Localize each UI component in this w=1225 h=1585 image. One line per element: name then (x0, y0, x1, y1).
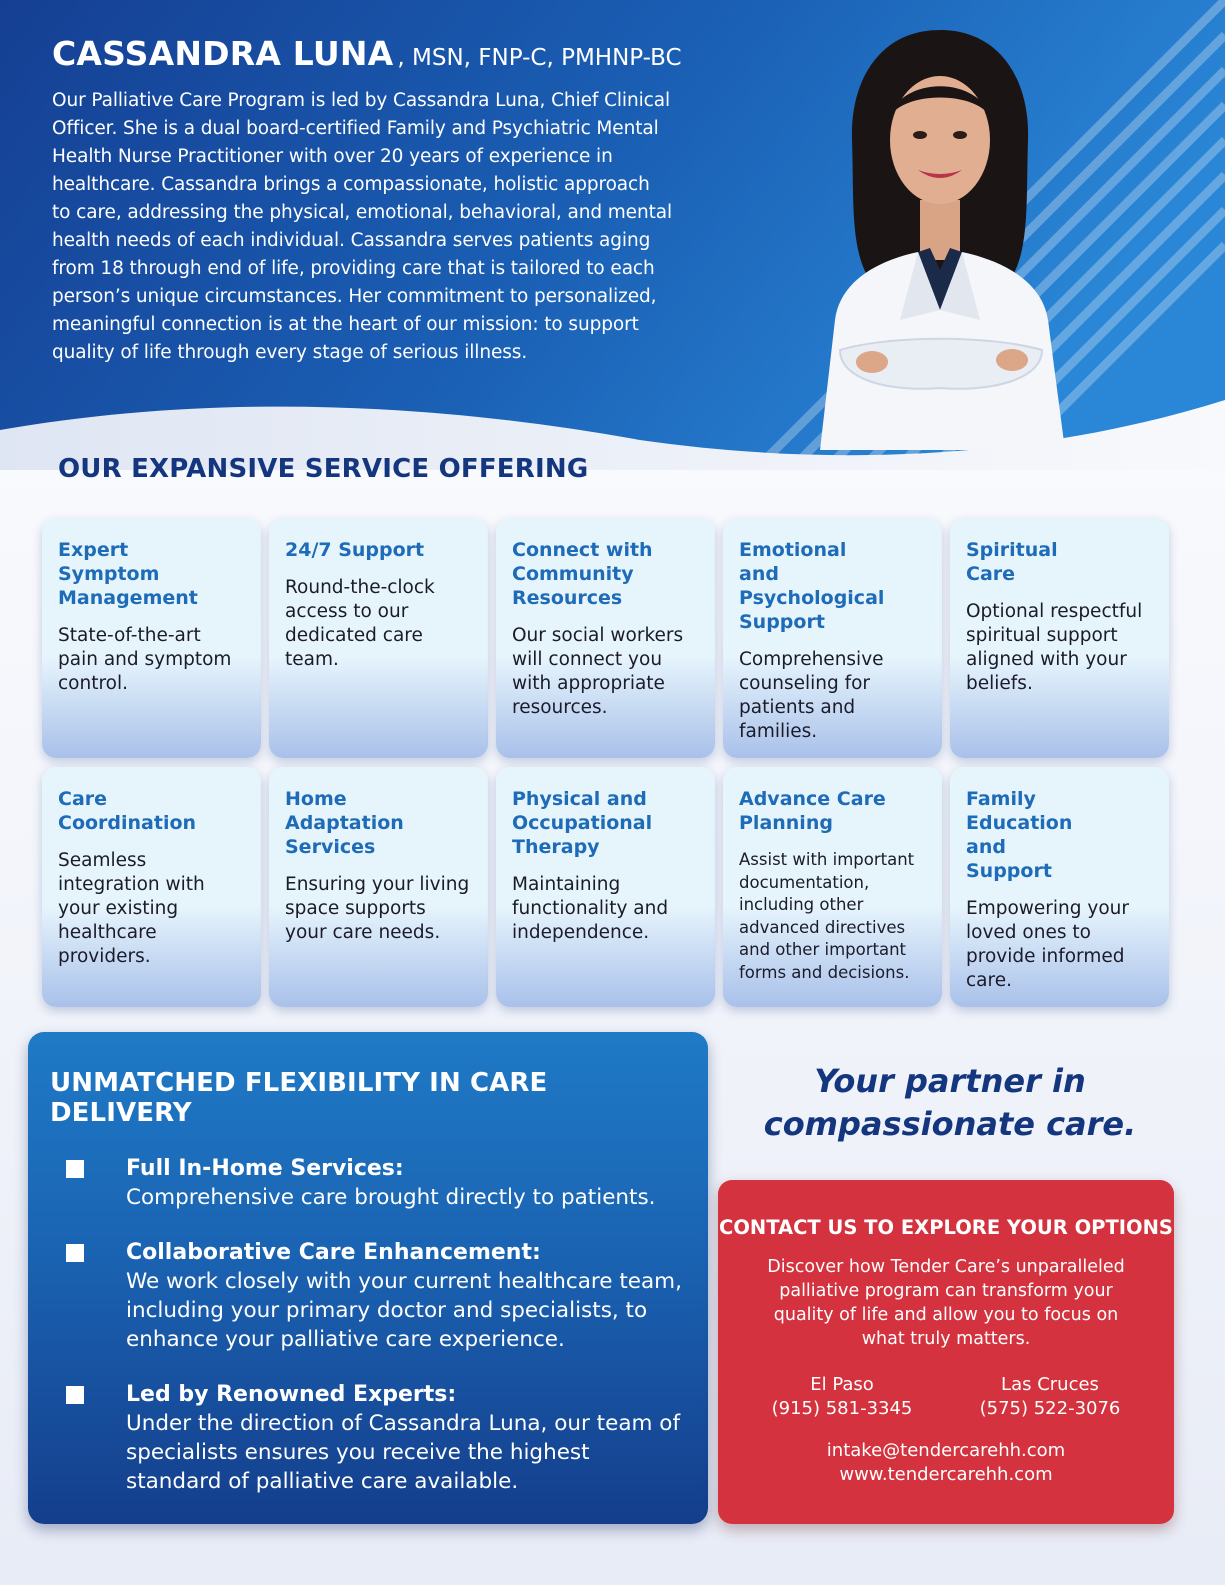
list-item (50, 1154, 686, 1212)
location-las-cruces (946, 1373, 1154, 1421)
service-card-title: 24/7 Support (285, 539, 425, 561)
service-card-home-adaptation (269, 767, 488, 1007)
services-grid (42, 518, 1182, 1007)
service-card-title: Advance Care Planning (739, 788, 886, 834)
person-name: CASSANDRA LUNA (52, 34, 394, 73)
service-card-community-resources (496, 518, 715, 758)
service-card-title: Connect with Community Resources (512, 539, 653, 609)
location-city: Las Cruces (1001, 1374, 1099, 1395)
service-card-title: Spiritual Care (966, 539, 1058, 585)
portrait-photo (780, 20, 1100, 450)
flexibility-panel (28, 1032, 708, 1524)
square-bullet-icon (66, 1160, 84, 1178)
person-credentials: , MSN, FNP-C, PMHNP-BC (397, 45, 682, 71)
flexibility-item-body: Under the direction of Cassandra Luna, our team of specialists ensures you receive the highest standard of palliative care available. (126, 1411, 681, 1494)
service-card-24-7-support (269, 518, 488, 758)
phone-link[interactable]: (915) 581-3345 (771, 1398, 913, 1419)
service-card-title: Physical and Occupational Therapy (512, 788, 653, 858)
flexibility-item-heading: Collaborative Care Enhancement: (126, 1240, 541, 1265)
service-card-care-coordination (42, 767, 261, 1007)
locations (718, 1373, 1174, 1421)
service-card-title: Care Coordination (58, 788, 197, 834)
service-card-advance-care-planning (723, 767, 942, 1007)
list-item (50, 1380, 686, 1496)
bio-block (52, 34, 682, 367)
service-card-desc: Seamless integration with your existing healthcare providers. (58, 850, 205, 967)
service-card-title: Emotional and Psychological Support (739, 539, 885, 633)
phone-link[interactable]: (575) 522-3076 (979, 1398, 1121, 1419)
web-contacts (718, 1439, 1174, 1487)
website-link[interactable]: www.tendercarehh.com (839, 1464, 1053, 1485)
square-bullet-icon (66, 1244, 84, 1262)
bio-paragraph: Our Palliative Care Program is led by Cassandra Luna, Chief Clinical Officer. She is a dual board-certified Family and Psychiatric Mental Health Nurse Practitioner with over 20 years of experience in healthcare. Cassandra brings a compassionate, holistic approach to care, addressing the physical, emotional, behavioral, and mental health needs of each individual. Cassandra serves patients aging from 18 through end of life, providing care that is tailored to each person’s unique circumstances. Her commitment to personalized, meaningful connection is at the heart of our mission: to support quality of life through every stage of serious illness. (52, 90, 672, 363)
tagline (730, 1060, 1170, 1146)
service-card-desc: Ensuring your living space supports your care needs. (285, 874, 470, 943)
service-card-family-education (950, 767, 1169, 1007)
service-card-desc: Maintaining functionality and independence. (512, 874, 669, 943)
service-card-spiritual-care (950, 518, 1169, 758)
service-card-symptom-management (42, 518, 261, 758)
flexibility-item-heading: Full In-Home Services: (126, 1156, 404, 1181)
flexibility-title: UNMATCHED FLEXIBILITY IN CARE DELIVERY (50, 1068, 548, 1128)
flexibility-list (50, 1154, 686, 1496)
list-item (50, 1238, 686, 1354)
service-card-physical-therapy (496, 767, 715, 1007)
tagline-line-1: Your partner in (814, 1062, 1086, 1100)
location-el-paso (738, 1373, 946, 1421)
name-line (52, 34, 682, 73)
location-city: El Paso (810, 1374, 874, 1395)
service-card-emotional-support (723, 518, 942, 758)
contact-description: Discover how Tender Care’s unparalleled palliative program can transform your quality of life and allow you to focus on what truly matters. (767, 1257, 1125, 1349)
service-card-title: Family Education and Support (966, 788, 1073, 882)
service-card-desc: Assist with important documentation, including other advanced directives and other important forms and decisions. (739, 850, 915, 982)
service-card-desc: State-of-the-art pain and symptom control. (58, 625, 232, 694)
email-link[interactable]: intake@tendercarehh.com (826, 1440, 1066, 1461)
square-bullet-icon (66, 1386, 84, 1404)
service-card-title: Expert Symptom Management (58, 539, 198, 609)
contact-panel (718, 1180, 1174, 1524)
service-card-desc: Comprehensive counseling for patients and families. (739, 649, 884, 742)
service-card-desc: Optional respectful spiritual support aligned with your beliefs. (966, 601, 1143, 694)
services-title: OUR EXPANSIVE SERVICE OFFERING (58, 454, 589, 484)
flexibility-item-body: Comprehensive care brought directly to patients. (126, 1185, 656, 1210)
service-card-desc: Round-the-clock access to our dedicated care team. (285, 577, 435, 670)
flexibility-item-heading: Led by Renowned Experts: (126, 1382, 457, 1407)
flexibility-item-body: We work closely with your current healthcare team, including your primary doctor and specialists, to enhance your palliative care experience. (126, 1269, 682, 1352)
service-card-desc: Empowering your loved ones to provide informed care. (966, 898, 1129, 991)
tagline-line-2: compassionate care. (763, 1105, 1137, 1143)
service-card-desc: Our social workers will connect you with appropriate resources. (512, 625, 684, 718)
contact-title: CONTACT US TO EXPLORE YOUR OPTIONS (719, 1216, 1173, 1239)
hero-banner (0, 0, 1225, 470)
service-card-title: Home Adaptation Services (285, 788, 404, 858)
